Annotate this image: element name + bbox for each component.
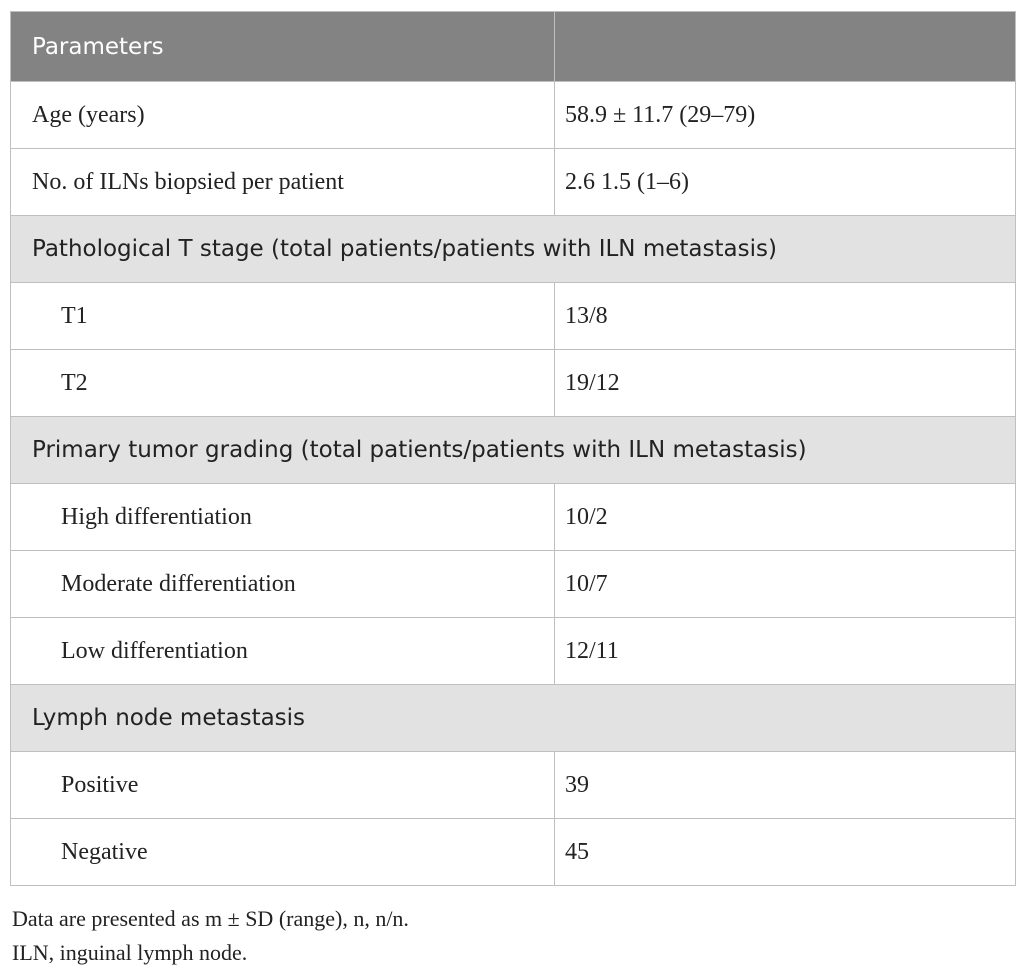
patient-characteristics-table bbox=[10, 11, 1016, 886]
row-label: Moderate differentiation bbox=[11, 551, 555, 618]
section-header-row bbox=[11, 685, 1016, 752]
header-parameters: Parameters bbox=[11, 12, 555, 82]
data-table-container bbox=[10, 11, 1015, 886]
row-label: No. of ILNs biopsied per patient bbox=[11, 149, 555, 216]
row-value: 45 bbox=[555, 819, 1016, 886]
row-value: 2.6 1.5 (1–6) bbox=[555, 149, 1016, 216]
table-row bbox=[11, 149, 1016, 216]
row-label: Positive bbox=[11, 752, 555, 819]
table-row bbox=[11, 484, 1016, 551]
row-value: 39 bbox=[555, 752, 1016, 819]
table-row bbox=[11, 551, 1016, 618]
table-row bbox=[11, 350, 1016, 417]
table-row bbox=[11, 82, 1016, 149]
table-footnotes bbox=[12, 902, 409, 970]
row-value: 58.9 ± 11.7 (29–79) bbox=[555, 82, 1016, 149]
footnote-data-format: Data are presented as m ± SD (range), n, n/n. bbox=[12, 906, 409, 931]
section-title-t-stage: Pathological T stage (total patients/patients with ILN metastasis) bbox=[11, 216, 1016, 283]
row-label: T1 bbox=[11, 283, 555, 350]
row-value: 10/7 bbox=[555, 551, 1016, 618]
row-value: 13/8 bbox=[555, 283, 1016, 350]
header-value bbox=[555, 12, 1016, 82]
row-label: Low differentiation bbox=[11, 618, 555, 685]
row-value: 10/2 bbox=[555, 484, 1016, 551]
footnote-abbreviation: ILN, inguinal lymph node. bbox=[12, 940, 248, 965]
table-row bbox=[11, 819, 1016, 886]
table-row bbox=[11, 752, 1016, 819]
section-title-tumor-grading: Primary tumor grading (total patients/patients with ILN metastasis) bbox=[11, 417, 1016, 484]
section-header-row bbox=[11, 216, 1016, 283]
row-label: High differentiation bbox=[11, 484, 555, 551]
table-row bbox=[11, 283, 1016, 350]
section-title-lymph-node: Lymph node metastasis bbox=[11, 685, 1016, 752]
row-label: Age (years) bbox=[11, 82, 555, 149]
table-row bbox=[11, 618, 1016, 685]
table-header-row bbox=[11, 12, 1016, 82]
row-value: 19/12 bbox=[555, 350, 1016, 417]
section-header-row bbox=[11, 417, 1016, 484]
row-value: 12/11 bbox=[555, 618, 1016, 685]
row-label: Negative bbox=[11, 819, 555, 886]
row-label: T2 bbox=[11, 350, 555, 417]
